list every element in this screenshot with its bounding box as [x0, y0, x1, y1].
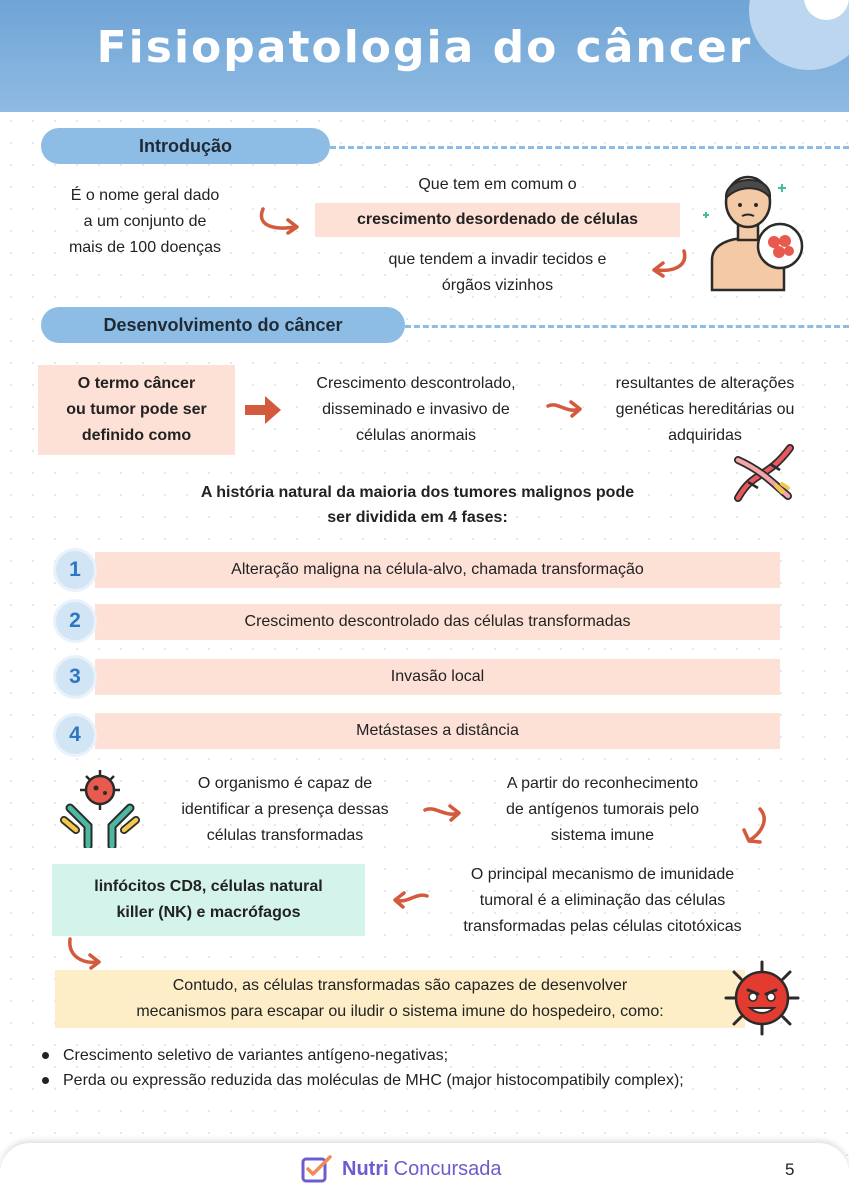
- list-item: Perda ou expressão reduzida das moléculas de MHC (major histocompatibily complex);: [38, 1068, 828, 1093]
- page-header: [0, 0, 849, 112]
- immune-right-text: A partir do reconhecimento de antígenos tumorais pelo sistema imune: [505, 775, 699, 844]
- history-text: A história natural da maioria dos tumores malignos pode ser dividida em 4 fases:: [200, 484, 635, 526]
- section-divider: [330, 146, 849, 149]
- angry-virus-icon: [722, 960, 802, 1036]
- intro-top-text: Que tem em comum o: [418, 176, 577, 193]
- section-pill-desenvolvimento: Desenvolvimento do câncer: [41, 307, 405, 343]
- curved-arrow-down-icon: [648, 248, 690, 278]
- dna-icon: [730, 440, 800, 505]
- curved-arrow-icon: [422, 800, 464, 826]
- curved-arrow-left-icon: [390, 888, 430, 912]
- page-title: Fisiopatologia do câncer: [96, 22, 753, 73]
- list-item: Crescimento seletivo de variantes antígeno-negativas;: [38, 1043, 828, 1068]
- checklist-icon: [300, 1154, 334, 1184]
- intro-left-text: É o nome geral dado a um conjunto de mais de 100 doenças: [68, 187, 222, 256]
- definition-box: O termo câncer ou tumor pode ser definido como: [38, 365, 235, 455]
- intro-highlight: crescimento desordenado de células: [315, 203, 680, 237]
- patient-with-tumor-icon: [700, 172, 810, 292]
- curved-arrow-icon: [545, 398, 585, 420]
- page-number: 5: [785, 1160, 795, 1179]
- intro-bottom-text: que tendem a invadir tecidos e órgãos vizinhos: [388, 251, 607, 294]
- brand-logo: [300, 1152, 502, 1186]
- arrow-right-icon: [243, 393, 283, 427]
- immune-mechanism-text: O principal mecanismo de imunidade tumoral é a eliminação das células transformadas pelas células citotóxicas: [463, 866, 742, 935]
- development-middle-text: Crescimento descontrolado, disseminado e invasivo de células anormais: [316, 375, 516, 444]
- section-pill-introducao: Introdução: [41, 128, 330, 164]
- bullet-list: [38, 1043, 828, 1093]
- curved-arrow-icon: [255, 205, 305, 237]
- phase-2-number: 2: [53, 599, 97, 643]
- brand-name-suffix: Concursada: [393, 1157, 502, 1180]
- phase-4-number: 4: [53, 713, 97, 757]
- curved-arrow-down-icon: [62, 936, 106, 970]
- phase-1-number: 1: [53, 548, 97, 592]
- development-right-text: resultantes de alterações genéticas hereditárias ou adquiridas: [615, 375, 795, 444]
- curved-arrow-down-icon: [740, 806, 772, 848]
- phase-2-bar: Crescimento descontrolado das células transformadas: [95, 604, 780, 640]
- immune-left-text: O organismo é capaz de identificar a presença dessas células transformadas: [181, 775, 389, 844]
- immune-escape-box: Contudo, as células transformadas são capazes de desenvolver mecanismos para escapar ou iludir o sistema imune do hospedeiro, como:: [55, 970, 745, 1028]
- phase-3-number: 3: [53, 655, 97, 699]
- phase-1-bar: Alteração maligna na célula-alvo, chamada transformação: [95, 552, 780, 588]
- brand-name: Nutri: [342, 1157, 389, 1180]
- phase-4-bar: Metástases a distância: [95, 713, 780, 749]
- section-divider: [405, 325, 849, 328]
- phase-3-bar: Invasão local: [95, 659, 780, 695]
- antibody-virus-icon: [60, 768, 140, 848]
- cytotoxic-cells-box: linfócitos CD8, células natural killer (NK) e macrófagos: [52, 864, 365, 936]
